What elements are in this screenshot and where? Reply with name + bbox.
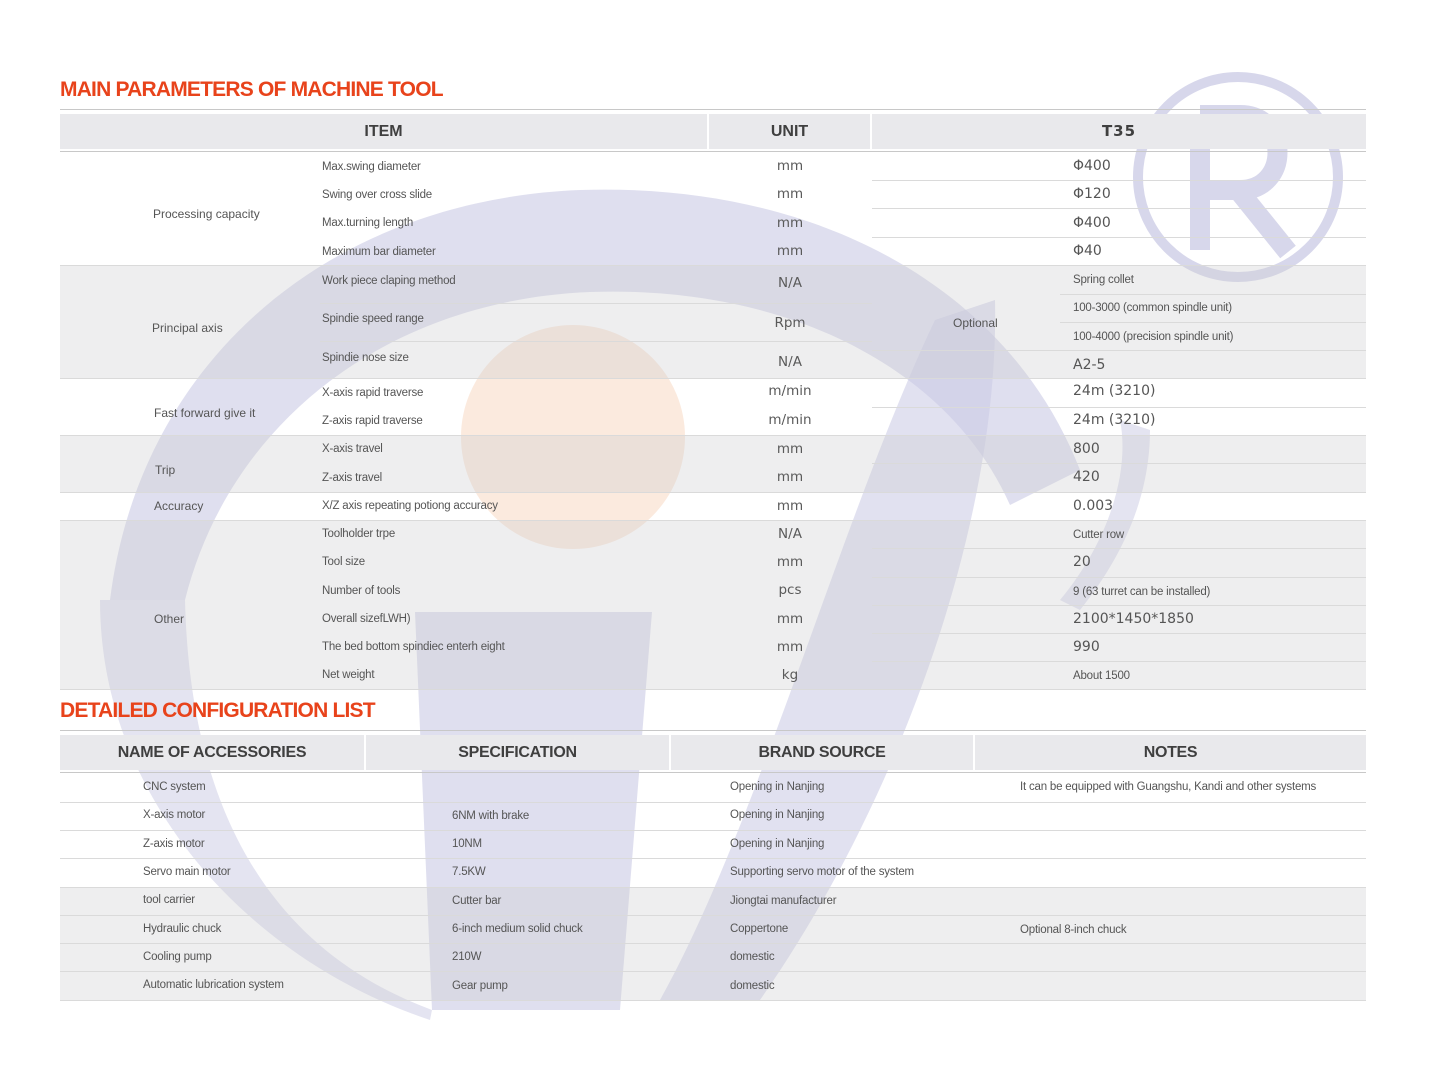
row-line: [60, 689, 1366, 690]
group-label: Trip: [155, 463, 176, 477]
row-line: [60, 378, 1366, 379]
accessory-name: Automatic lubrication system: [143, 979, 284, 991]
param-unit: mm: [776, 441, 804, 457]
row-line: [60, 858, 1366, 859]
accessory-brand: Opening in Nanjing: [730, 781, 825, 793]
accessory-name: Cooling pump: [143, 951, 212, 963]
accessory-name: X-axis motor: [143, 809, 206, 821]
group-label: Other: [154, 612, 185, 626]
config-header-spec: SPECIFICATION: [366, 735, 669, 770]
param-value: 100-3000 (common spindle unit): [1073, 302, 1232, 314]
row-line: [872, 208, 1366, 209]
accessory-spec: Cutter bar: [452, 895, 502, 907]
accessory-name: Hydraulic chuck: [143, 923, 222, 935]
param-value: 0.003: [1073, 498, 1114, 514]
accessory-brand: Supporting servo motor of the system: [730, 866, 914, 878]
param-item: The bed bottom spindiec enterh eight: [322, 641, 505, 653]
accessory-brand: Coppertone: [730, 923, 789, 935]
row-line: [60, 887, 1366, 888]
param-item: Max.swing diameter: [322, 161, 421, 173]
param-item: Z-axis rapid traverse: [322, 415, 423, 427]
divider: [60, 151, 1366, 152]
row-line: [60, 830, 1366, 831]
row-line: [60, 802, 1366, 803]
params-title: MAIN PARAMETERS OF MACHINE TOOL: [60, 78, 443, 101]
row-line: [872, 237, 1366, 238]
row-line: [60, 943, 1366, 944]
param-unit: m/min: [768, 412, 812, 428]
param-value: 2100*1450*1850: [1073, 611, 1194, 627]
row-line: [872, 350, 1366, 351]
param-value: Spring collet: [1073, 274, 1134, 286]
row-line: [872, 463, 1366, 464]
param-value: 9 (63 turret can be installed): [1073, 586, 1211, 598]
param-unit: mm: [776, 498, 804, 514]
group-label: Processing capacity: [153, 207, 260, 221]
param-item: Z-axis travel: [322, 472, 383, 484]
param-unit: mm: [776, 186, 804, 202]
accessory-name: tool carrier: [143, 894, 195, 906]
accessory-notes: It can be equipped with Guangshu, Kandi and other systems: [1020, 781, 1317, 793]
config-header-name: NAME OF ACCESSORIES: [60, 735, 364, 770]
config-header-notes: NOTES: [975, 735, 1366, 770]
param-item: Work piece claping method: [322, 275, 456, 287]
row-line: [60, 1000, 1366, 1001]
accessory-spec: 6-inch medium solid chuck: [452, 923, 583, 935]
row-line: [60, 971, 1366, 972]
param-item: Number of tools: [322, 585, 401, 597]
param-unit: mm: [776, 158, 804, 174]
row-line: [60, 435, 1366, 436]
optional-label: Optional: [953, 316, 998, 330]
accessory-spec: 7.5KW: [452, 866, 486, 878]
param-unit: mm: [776, 639, 804, 655]
accessory-name: Servo main motor: [143, 866, 231, 878]
row-line: [872, 577, 1366, 578]
param-unit: mm: [776, 243, 804, 259]
divider: [60, 730, 1366, 731]
param-unit: Rpm: [774, 315, 806, 331]
group-label: Fast forward give it: [154, 406, 256, 420]
row-line: [872, 548, 1366, 549]
row-line: [60, 265, 1366, 266]
group-label: Principal axis: [152, 321, 223, 335]
param-unit: mm: [776, 215, 804, 231]
param-item: Swing over cross slide: [322, 189, 433, 201]
param-item: Max.turning length: [322, 217, 414, 229]
param-unit: mm: [776, 554, 804, 570]
param-unit: mm: [776, 469, 804, 485]
param-value: Φ120: [1073, 186, 1111, 202]
param-unit: kg: [781, 667, 799, 683]
param-unit: N/A: [778, 354, 802, 370]
divider: [60, 772, 1366, 773]
param-item: Spindie speed range: [322, 313, 424, 325]
param-item: X-axis travel: [322, 443, 383, 455]
param-unit: N/A: [778, 526, 802, 542]
params-header-model: T35: [872, 114, 1366, 149]
param-value: 100-4000 (precision spindle unit): [1073, 331, 1234, 343]
param-unit: mm: [776, 611, 804, 627]
divider: [60, 109, 1366, 110]
param-value: 24m (3210): [1073, 383, 1156, 399]
param-value: 20: [1073, 554, 1091, 570]
row-line: [60, 915, 1366, 916]
param-value: A2-5: [1073, 357, 1106, 373]
param-item: Net weight: [322, 669, 375, 681]
group-label: Accuracy: [154, 499, 204, 513]
config-title: DETAILED CONFIGURATION LIST: [60, 699, 375, 722]
accessory-brand: Opening in Nanjing: [730, 838, 825, 850]
row-line: [60, 520, 1366, 521]
param-item: Toolholder trpe: [322, 528, 396, 540]
row-line: [872, 661, 1366, 662]
param-value: Φ400: [1073, 158, 1111, 174]
accessory-brand: Jiongtai manufacturer: [730, 895, 837, 907]
param-unit: pcs: [778, 582, 802, 598]
row-line: [1060, 322, 1366, 323]
row-line: [320, 341, 872, 342]
accessory-spec: 210W: [452, 951, 482, 963]
accessory-spec: 6NM with brake: [452, 810, 530, 822]
param-item: Spindie nose size: [322, 352, 409, 364]
accessory-name: CNC system: [143, 781, 206, 793]
accessory-brand: Opening in Nanjing: [730, 809, 825, 821]
accessory-spec: 10NM: [452, 838, 482, 850]
row-line: [872, 407, 1366, 408]
param-value: 24m (3210): [1073, 412, 1156, 428]
param-value: Φ40: [1073, 243, 1102, 259]
param-value: 420: [1073, 469, 1100, 485]
row-line: [320, 303, 872, 304]
param-item: Overall sizefLWH): [322, 613, 411, 625]
accessory-name: Z-axis motor: [143, 838, 205, 850]
accessory-spec: Gear pump: [452, 980, 508, 992]
row-line: [872, 605, 1366, 606]
param-value: 990: [1073, 639, 1100, 655]
row-line: [872, 180, 1366, 181]
param-value: Φ400: [1073, 215, 1111, 231]
param-item: Tool size: [322, 556, 365, 568]
accessory-brand: domestic: [730, 980, 775, 992]
param-item: Maximum bar diameter: [322, 246, 436, 258]
accessory-notes: Optional 8-inch chuck: [1020, 924, 1127, 936]
param-value: About 1500: [1073, 670, 1130, 682]
param-unit: N/A: [778, 275, 802, 291]
row-line: [872, 633, 1366, 634]
params-header-unit: UNIT: [709, 114, 870, 149]
param-item: X-axis rapid traverse: [322, 387, 424, 399]
param-unit: m/min: [768, 383, 812, 399]
param-value: 800: [1073, 441, 1100, 457]
row-line: [1060, 294, 1366, 295]
param-item: X/Z axis repeating potiong accuracy: [322, 500, 498, 512]
param-value: Cutter row: [1073, 529, 1125, 541]
params-header-item: ITEM: [60, 114, 707, 149]
row-line: [60, 492, 1366, 493]
config-header-brand: BRAND SOURCE: [671, 735, 973, 770]
accessory-brand: domestic: [730, 951, 775, 963]
